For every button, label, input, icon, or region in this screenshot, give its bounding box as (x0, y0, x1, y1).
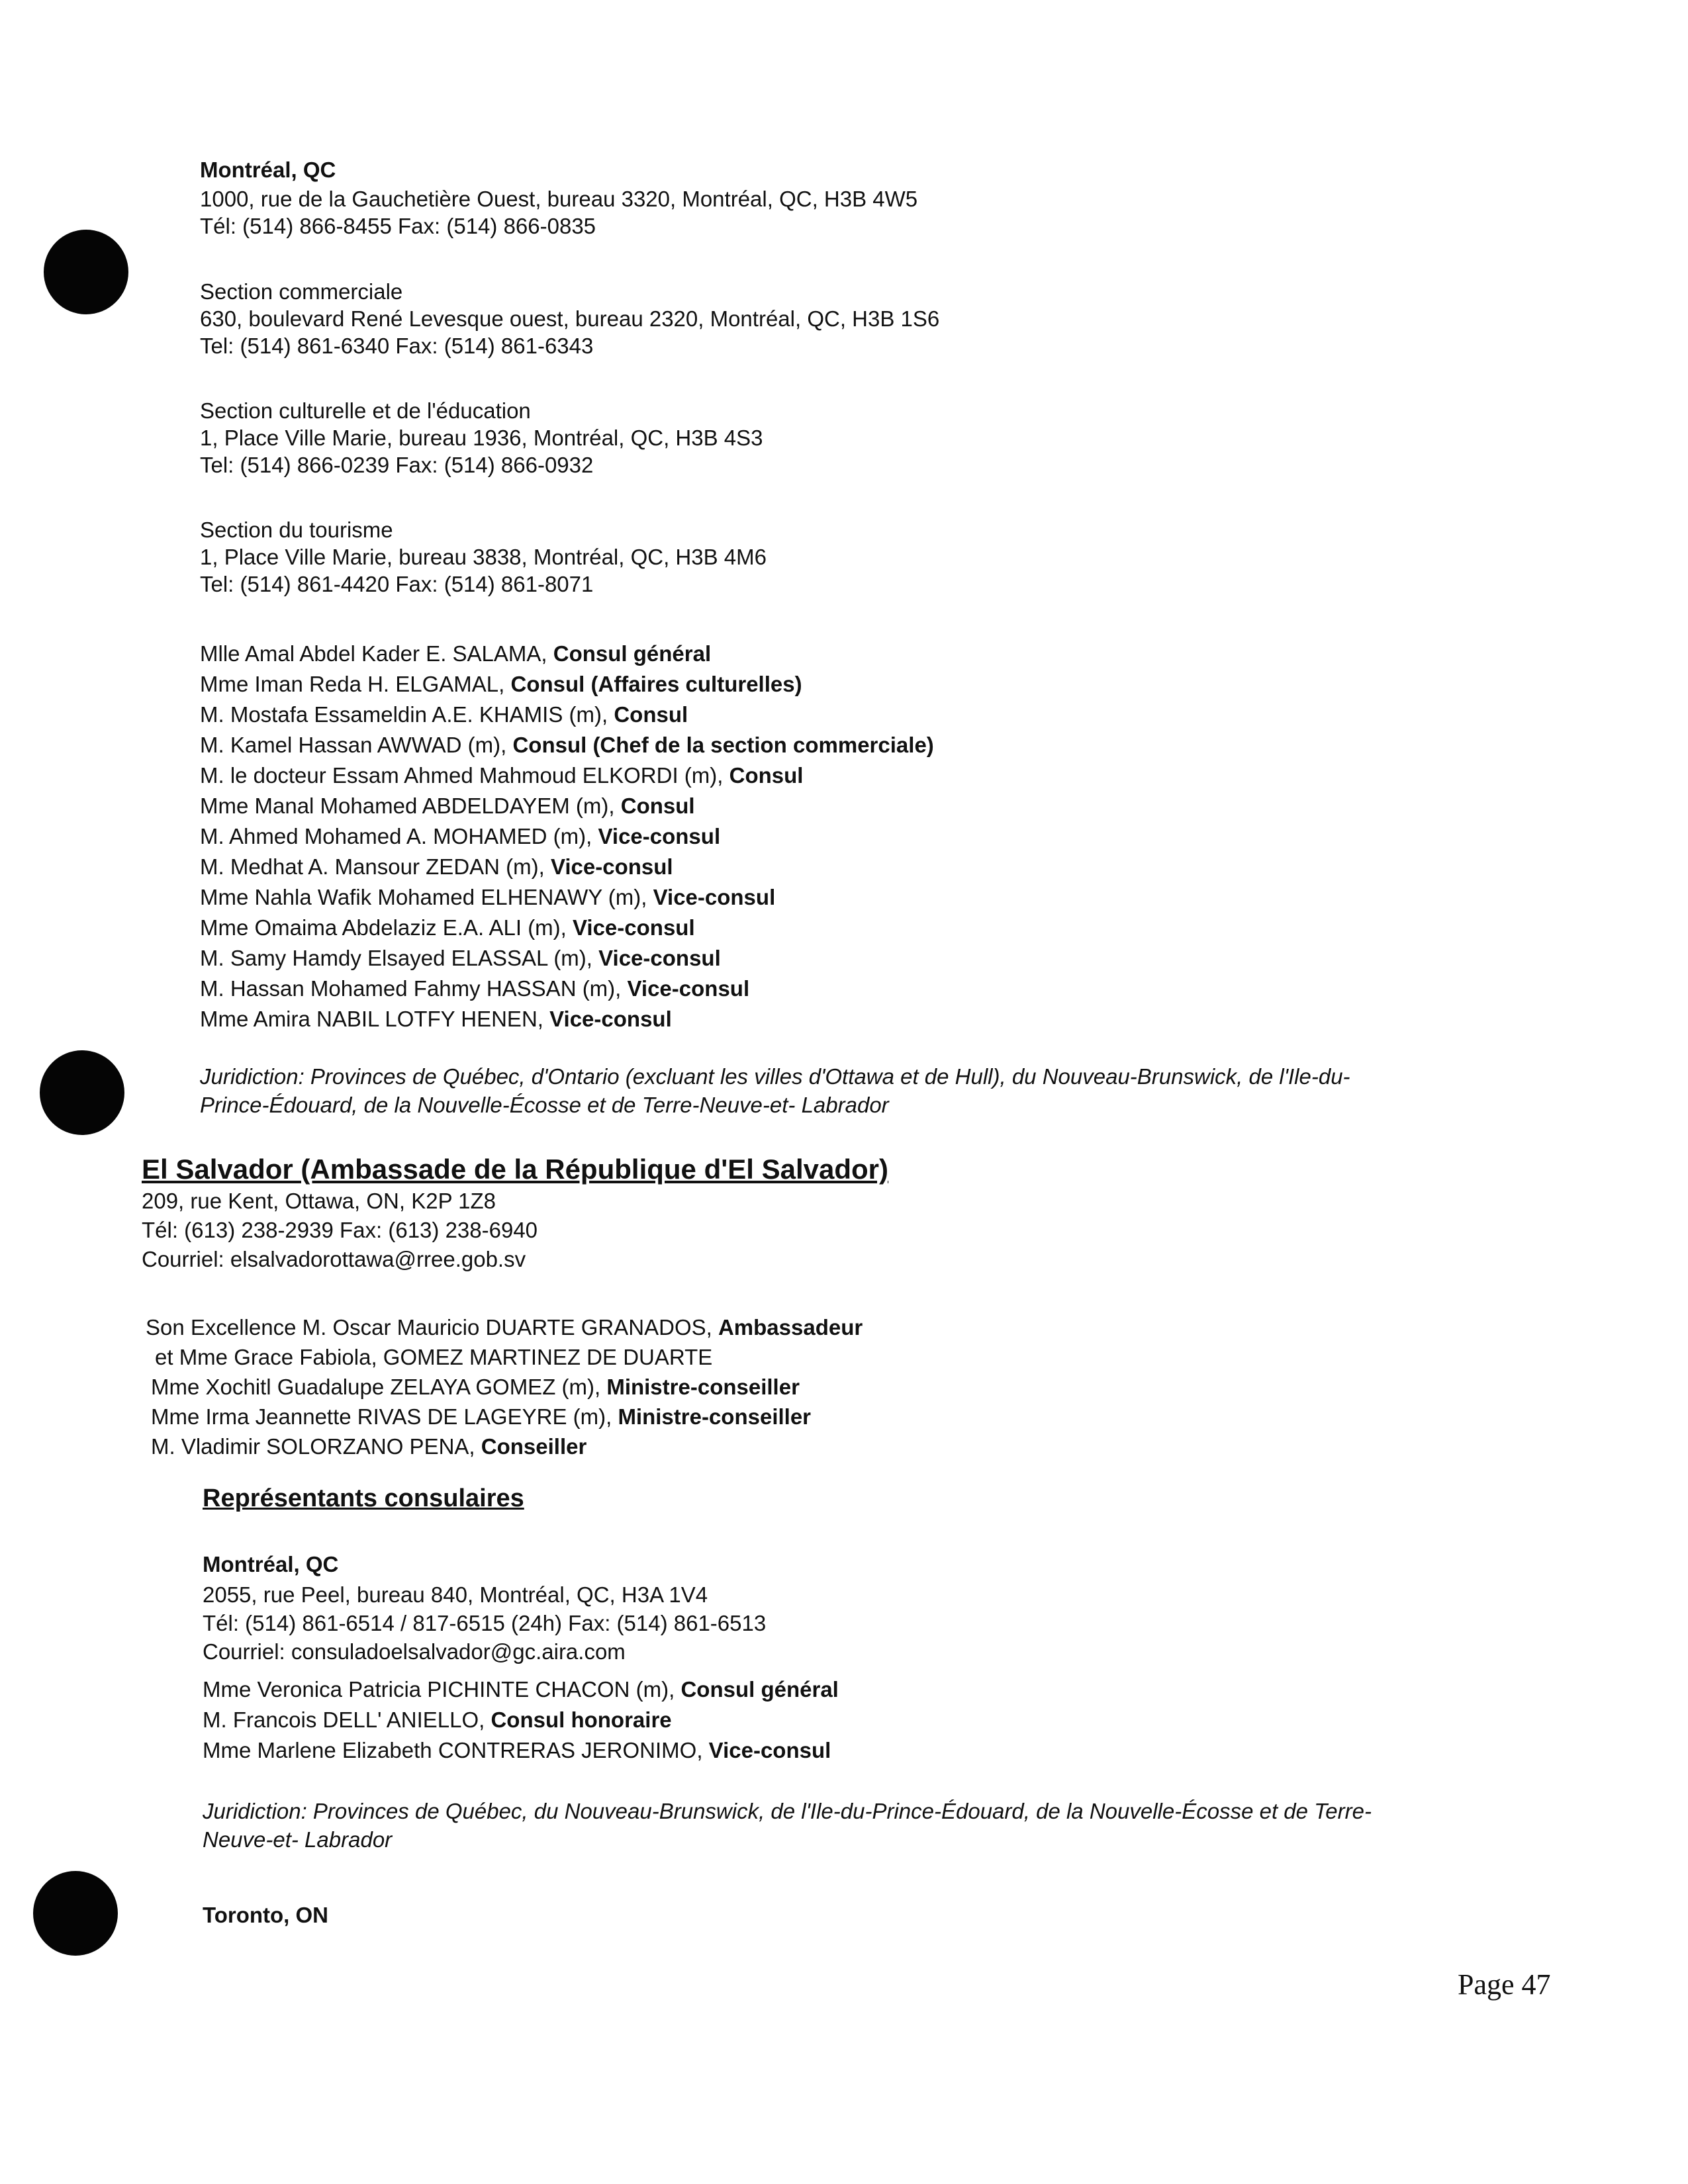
section-phone: Tel: (514) 866-0239 Fax: (514) 866-0932 (200, 453, 594, 477)
montreal-address: 1000, rue de la Gauchetière Ouest, bureau 3320, Montréal, QC, H3B 4W5 (200, 187, 918, 211)
staff-entry: Mme Iman Reda H. ELGAMAL, Consul (Affaires culturelles) (200, 672, 802, 696)
el-salvador-heading: El Salvador (Ambassade de la République d'El Salvador) (142, 1154, 888, 1185)
staff-entry: Mme Amira NABIL LOTFY HENEN, Vice-consul (200, 1007, 672, 1031)
staff-entry: M. Medhat A. Mansour ZEDAN (m), Vice-consul (200, 854, 673, 879)
page-number: Page 47 (1458, 1968, 1551, 2001)
section-address: 1, Place Ville Marie, bureau 3838, Montréal, QC, H3B 4M6 (200, 545, 767, 569)
staff-entry: Mme Veronica Patricia PICHINTE CHACON (m), Consul général (203, 1677, 839, 1702)
jurisdiction-line: Neuve-et- Labrador (203, 1827, 393, 1852)
montreal-phone: Tél: (514) 866-8455 Fax: (514) 866-0835 (200, 214, 596, 238)
el-salvador-staff-list (146, 1312, 863, 1461)
punch-hole-middle (40, 1050, 124, 1135)
jurisdiction-line: Prince-Édouard, de la Nouvelle-Écosse et de Terre-Neuve-et- Labrador (200, 1093, 889, 1117)
montreal-address-block (200, 185, 917, 240)
staff-entry: Mme Omaima Abdelaziz E.A. ALI (m), Vice-consul (200, 915, 695, 940)
embassy-email: Courriel: elsalvadorottawa@rree.gob.sv (142, 1247, 526, 1271)
staff-entry: M. Kamel Hassan AWWAD (m), Consul (Chef de la section commerciale) (200, 733, 934, 757)
embassy-phone: Tél: (613) 238-2939 Fax: (613) 238-6940 (142, 1218, 538, 1242)
toronto-label: Toronto, ON (203, 1903, 329, 1927)
section-phone: Tel: (514) 861-6340 Fax: (514) 861-6343 (200, 334, 594, 358)
staff-entry: M. le docteur Essam Ahmed Mahmoud ELKORDI (m), Consul (200, 763, 804, 788)
staff-entry: Mlle Amal Abdel Kader E. SALAMA, Consul général (200, 641, 712, 666)
montreal-staff-list (200, 639, 934, 1034)
staff-entry: Mme Nahla Wafik Mohamed ELHENAWY (m), Vice-consul (200, 885, 776, 909)
staff-entry: M. Ahmed Mohamed A. MOHAMED (m), Vice-consul (200, 824, 721, 848)
section-title: Section culturelle et de l'éducation (200, 398, 531, 423)
section-title: Section du tourisme (200, 518, 393, 542)
staff-entry: M. Mostafa Essameldin A.E. KHAMIS (m), Consul (200, 702, 688, 727)
ambassador-spouse: et Mme Grace Fabiola, GOMEZ MARTINEZ DE DUARTE (155, 1345, 713, 1369)
staff-entry: Mme Xochitl Guadalupe ZELAYA GOMEZ (m), Ministre-conseiller (151, 1375, 800, 1399)
staff-entry: Mme Irma Jeannette RIVAS DE LAGEYRE (m), Ministre-conseiller (151, 1404, 812, 1429)
section-tourisme (200, 516, 767, 598)
section-address: 630, boulevard René Levesque ouest, bureau 2320, Montréal, QC, H3B 1S6 (200, 306, 940, 331)
staff-entry: Mme Marlene Elizabeth CONTRERAS JERONIMO, Vice-consul (203, 1738, 831, 1762)
montreal-jurisdiction (200, 1062, 1350, 1119)
section-commerciale (200, 278, 939, 359)
staff-entry: M. Hassan Mohamed Fahmy HASSAN (m), Vice-consul (200, 976, 750, 1001)
consulate-phone: Tél: (514) 861-6514 / 817-6515 (24h) Fax: (514) 861-6513 (203, 1611, 767, 1635)
staff-entry: M. Vladimir SOLORZANO PENA, Conseiller (151, 1434, 587, 1459)
staff-entry: Mme Manal Mohamed ABDELDAYEM (m), Consul (200, 794, 695, 818)
embassy-address: 209, rue Kent, Ottawa, ON, K2P 1Z8 (142, 1189, 496, 1213)
el-salvador-jurisdiction (203, 1797, 1372, 1854)
punch-hole-bottom (33, 1871, 118, 1956)
staff-entry: M. Francois DELL' ANIELLO, Consul honoraire (203, 1707, 672, 1732)
staff-entry: M. Samy Hamdy Elsayed ELASSAL (m), Vice-consul (200, 946, 721, 970)
el-salvador-montreal-contact (203, 1580, 766, 1666)
consulate-email: Courriel: consuladoelsalvador@gc.aira.com (203, 1639, 626, 1664)
section-address: 1, Place Ville Marie, bureau 1936, Montréal, QC, H3B 4S3 (200, 426, 763, 450)
el-salvador-montreal-staff (203, 1674, 839, 1766)
el-salvador-contact-block (142, 1187, 538, 1274)
jurisdiction-line: Juridiction: Provinces de Québec, du Nouveau-Brunswick, de l'Ile-du-Prince-Édouard, de la Nouvelle-Écosse et de Terre- (203, 1799, 1372, 1823)
montreal-label: Montréal, QC (200, 158, 336, 182)
consulate-address: 2055, rue Peel, bureau 840, Montréal, QC, H3A 1V4 (203, 1582, 708, 1607)
punch-hole-top (44, 230, 128, 314)
section-phone: Tel: (514) 861-4420 Fax: (514) 861-8071 (200, 572, 594, 596)
ambassador-entry: Son Excellence M. Oscar Mauricio DUARTE GRANADOS, Ambassadeur (146, 1315, 863, 1340)
consular-heading: Représentants consulaires (203, 1484, 524, 1512)
jurisdiction-line: Juridiction: Provinces de Québec, d'Ontario (excluant les villes d'Ottawa et de Hull), du Nouveau-Brunswick, de l'Ile-du- (200, 1064, 1350, 1089)
section-title: Section commerciale (200, 279, 403, 304)
montreal-label: Montréal, QC (203, 1552, 339, 1576)
section-culturelle (200, 397, 763, 478)
